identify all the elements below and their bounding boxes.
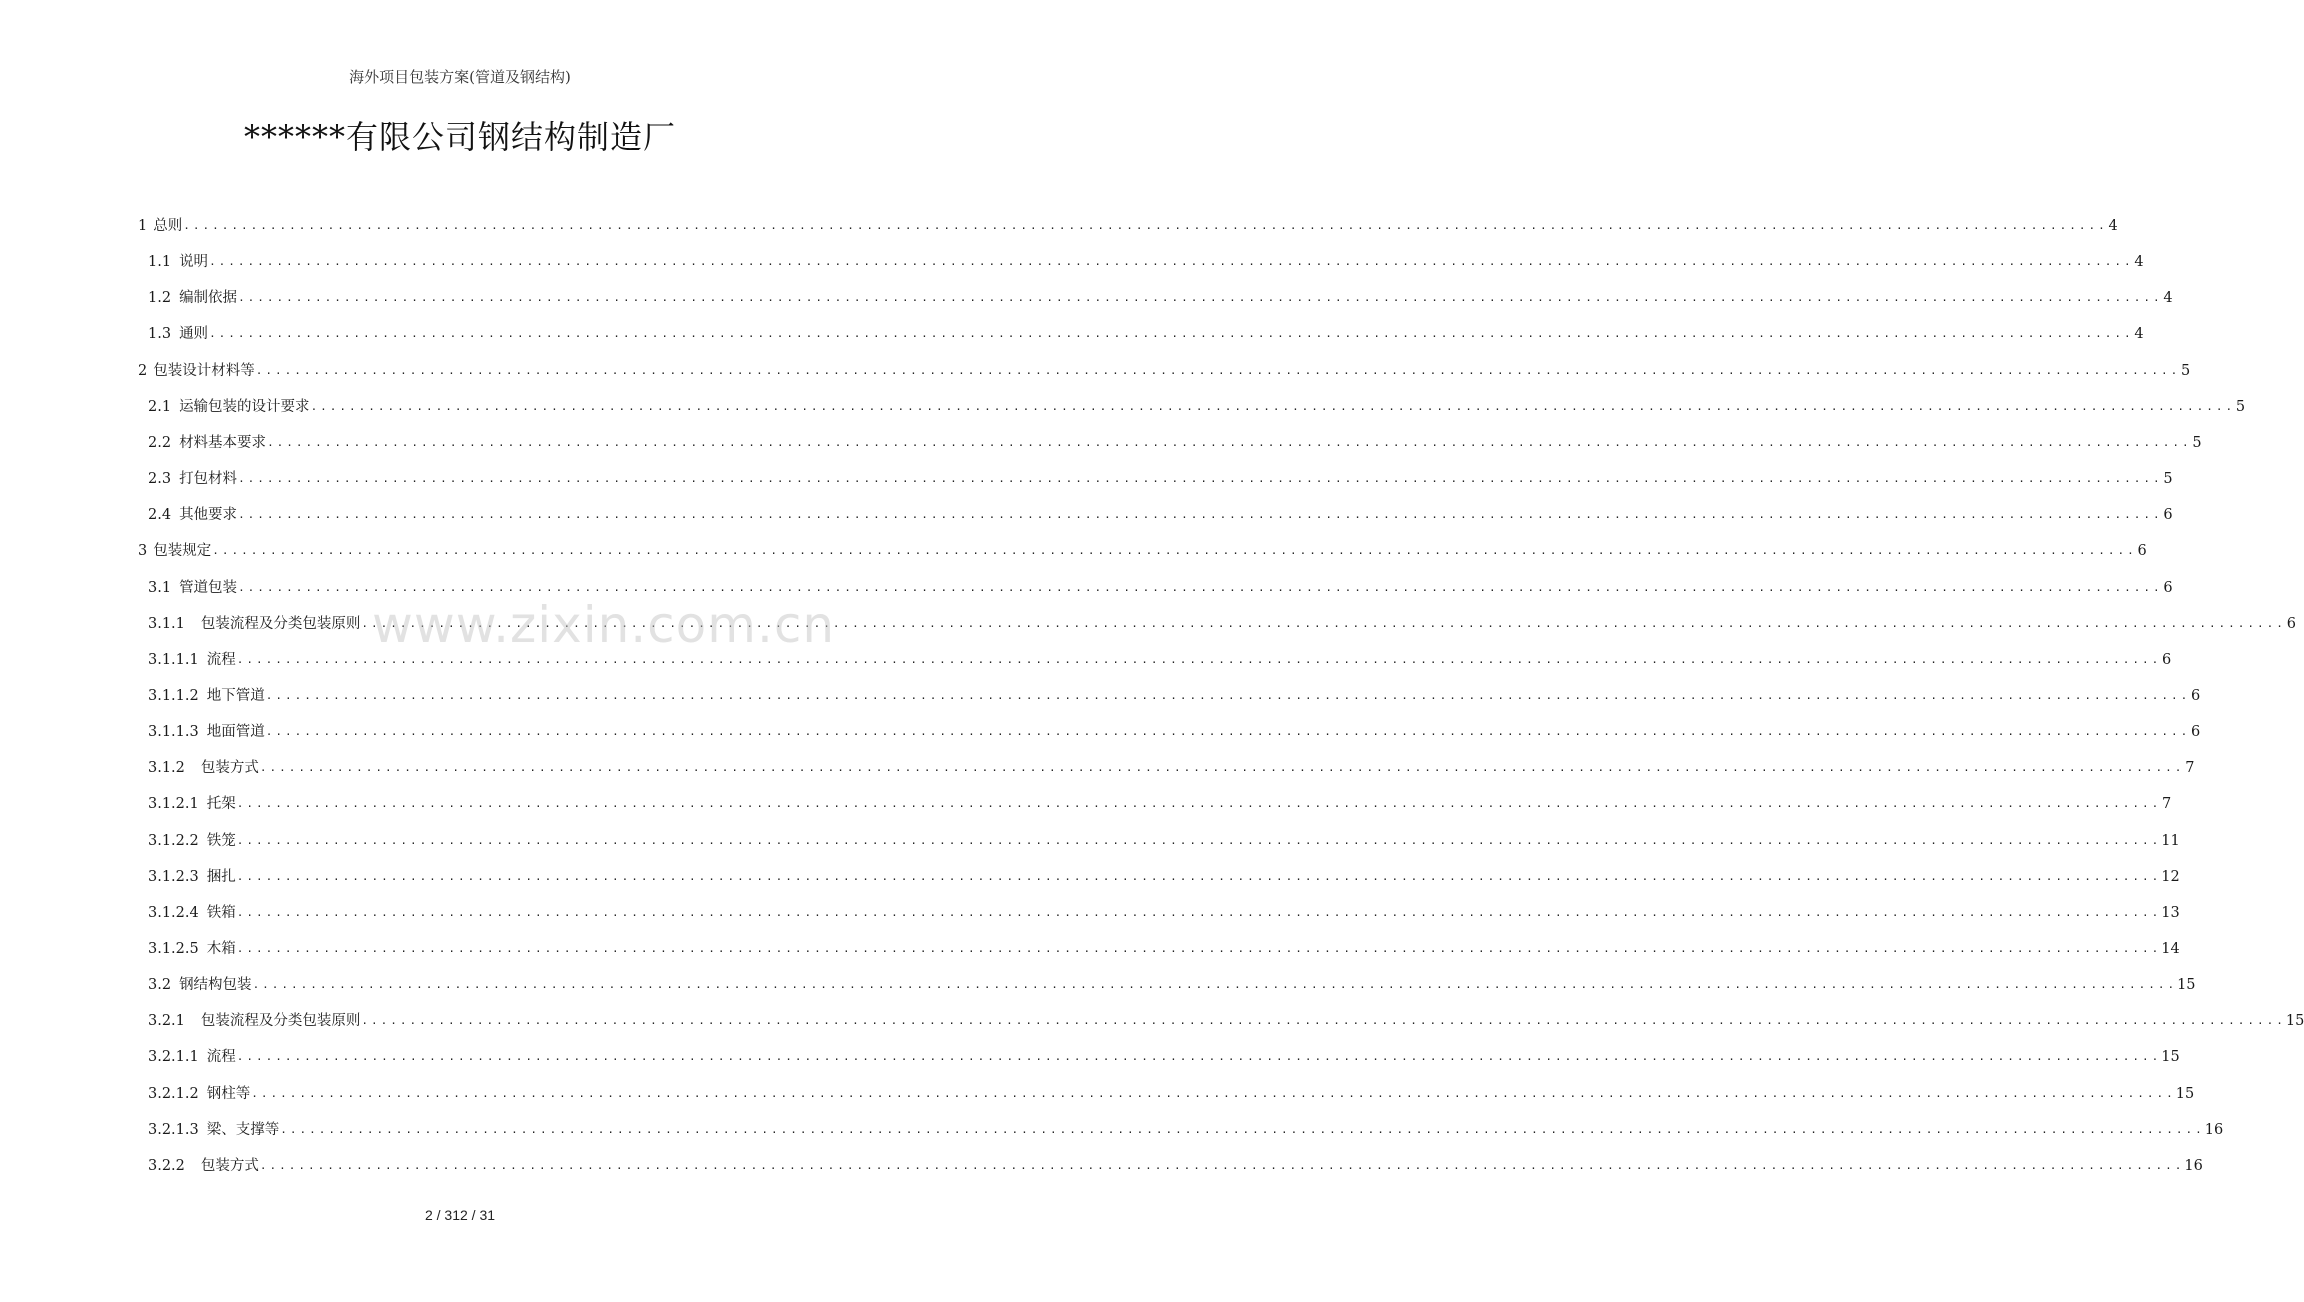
toc-entry[interactable] [148,1119,2224,1141]
toc-entry-title: 包装设计材料等 [153,363,255,379]
toc-entry-page: 15 [2177,977,2196,993]
toc-entry-title: 捆扎 [206,869,236,885]
toc-entry-page: 14 [2161,941,2180,957]
toc-entry-page: 16 [2204,1122,2224,1138]
toc-leader-dots: ........................................................................................................................................................................................................ [209,327,2134,340]
toc-entry-title: 包装方式 [200,1158,259,1174]
toc-entry-page: 6 [2191,724,2201,740]
toc-leader-dots: ........................................................................................................................................................................................................ [252,978,2178,991]
toc-entry-title: 包装规定 [153,543,212,559]
toc-entry[interactable] [148,757,2195,779]
toc-entry-page: 4 [2163,290,2173,306]
toc-entry-title: 流程 [206,1049,236,1065]
toc-entry-number: 3.2.1.1 [148,1049,199,1065]
toc-entry-number: 2.1 [148,399,172,415]
toc-entry-page: 6 [2163,507,2173,523]
toc-leader-dots: ........................................................................................................................................................................................................ [267,436,2192,449]
toc-entry[interactable] [148,1046,2180,1068]
toc-entry[interactable] [148,866,2180,888]
toc-entry[interactable] [148,685,2201,707]
toc-entry-number: 3.2.1 [148,1013,185,1029]
toc-entry-number: 3.1.1.2 [148,688,199,704]
toc-leader-dots: ........................................................................................................................................................................................................ [310,400,2236,413]
toc-entry-number: 2.2 [148,435,172,451]
toc-entry[interactable] [148,1010,2304,1032]
toc-entry-page: 5 [2192,435,2202,451]
toc-entry[interactable] [148,721,2201,743]
toc-entry[interactable] [148,902,2180,924]
toc-leader-dots: ........................................................................................................................................................................................................ [209,255,2134,268]
toc-entry-page: 16 [2184,1158,2203,1174]
toc-entry[interactable] [138,540,2147,562]
toc-leader-dots: ........................................................................................................................................................................................................ [236,870,2162,883]
toc-entry[interactable] [148,504,2173,526]
toc-entry-page: 4 [2134,254,2144,270]
toc-entry-title: 铁笼 [206,833,236,849]
toc-entry-page: 5 [2163,471,2173,487]
document-title: ******有限公司钢结构制造厂 [243,118,676,156]
toc-entry-title: 包装流程及分类包装原则 [200,616,361,632]
toc-entry-title: 钢结构包装 [179,977,252,993]
toc-leader-dots: ........................................................................................................................................................................................................ [361,617,2286,630]
toc-entry-page: 6 [2163,580,2173,596]
toc-leader-dots: ........................................................................................................................................................................................................ [255,364,2181,377]
toc-entry-page: 6 [2137,543,2147,559]
watermark: www.zixin.com.cn [372,596,836,654]
toc-entry[interactable] [148,468,2173,490]
toc-entry-title: 包装方式 [200,760,259,776]
toc-leader-dots: ........................................................................................................................................................................................................ [265,725,2191,738]
toc-entry-title: 打包材料 [179,471,238,487]
toc-entry-title: 管道包装 [179,580,238,596]
toc-entry-page: 7 [2162,796,2172,812]
toc-leader-dots: ........................................................................................................................................................................................................ [280,1123,2205,1136]
toc-entry-page: 4 [2134,326,2144,342]
toc-entry-title: 梁、支撑等 [206,1122,280,1138]
toc-leader-dots: ........................................................................................................................................................................................................ [236,942,2162,955]
toc-entry-page: 11 [2161,833,2180,849]
toc-leader-dots: ........................................................................................................................................................................................................ [236,1050,2162,1063]
toc-entry-title: 其他要求 [179,507,238,523]
toc-entry[interactable] [148,793,2172,815]
toc-entry-title: 说明 [179,254,209,270]
toc-entry[interactable] [148,251,2144,273]
toc-entry-page: 13 [2161,905,2180,921]
toc-leader-dots: ........................................................................................................................................................................................................ [212,544,2137,557]
toc-entry-page: 6 [2162,652,2172,668]
toc-entry-title: 地下管道 [206,688,265,704]
toc-entry-number: 3.1.2.3 [148,869,199,885]
toc-leader-dots: ........................................................................................................................................................................................................ [238,581,2163,594]
toc-entry-number: 3.1.2 [148,760,185,776]
toc-leader-dots: ........................................................................................................................................................................................................ [259,761,2185,774]
toc-leader-dots: ........................................................................................................................................................................................................ [265,689,2191,702]
toc-entry[interactable] [148,830,2180,852]
toc-entry-number: 1 [138,218,148,234]
toc-entry[interactable] [138,215,2118,237]
toc-leader-dots: ........................................................................................................................................................................................................ [236,834,2162,847]
toc-entry-number: 3 [138,543,148,559]
toc-entry-page: 12 [2161,869,2180,885]
toc-entry-number: 3.1 [148,580,172,596]
toc-entry-page: 15 [2285,1013,2304,1029]
toc-entry-title: 总则 [153,218,183,234]
toc-entry-title: 材料基本要求 [179,435,267,451]
toc-leader-dots: ........................................................................................................................................................................................................ [238,508,2163,521]
toc-entry[interactable] [148,1083,2195,1105]
toc-entry-title: 包装流程及分类包装原则 [200,1013,361,1029]
toc-entry-page: 6 [2286,616,2296,632]
toc-entry[interactable] [148,938,2180,960]
toc-entry[interactable] [138,360,2191,382]
toc-entry[interactable] [148,432,2202,454]
toc-entry-title: 通则 [179,326,209,342]
toc-entry-page: 6 [2191,688,2201,704]
toc-leader-dots: ........................................................................................................................................................................................................ [238,291,2163,304]
toc-entry-number: 3.1.2.2 [148,833,199,849]
toc-entry-number: 3.1.1.3 [148,724,199,740]
toc-entry-number: 3.1.1.1 [148,652,199,668]
page-header: 海外项目包装方案(管道及钢结构) [349,68,571,86]
toc-leader-dots: ........................................................................................................................................................................................................ [236,906,2162,919]
toc-entry-page: 7 [2185,760,2195,776]
toc-entry-number: 3.1.1 [148,616,185,632]
toc-entry-number: 1.3 [148,326,172,342]
toc-entry-title: 地面管道 [206,724,265,740]
toc-entry[interactable] [148,396,2246,418]
toc-leader-dots: ........................................................................................................................................................................................................ [238,472,2163,485]
toc-entry[interactable] [148,287,2173,309]
toc-entry-number: 3.2.1.3 [148,1122,199,1138]
toc-entry-number: 2.4 [148,507,172,523]
toc-entry-title: 托架 [206,796,236,812]
page-footer: 2 / 312 / 31 [424,1207,496,1223]
toc-leader-dots: ........................................................................................................................................................................................................ [251,1087,2176,1100]
toc-entry-number: 3.2 [148,977,172,993]
toc-entry[interactable] [148,1155,2203,1177]
toc-entry-page: 5 [2235,399,2246,415]
toc-entry-number: 3.2.2 [148,1158,185,1174]
toc-entry-number: 3.1.2.4 [148,905,199,921]
toc-entry-number: 2.3 [148,471,172,487]
toc-entry-title: 编制依据 [179,290,238,306]
toc-entry-title: 钢柱等 [206,1086,251,1102]
toc-entry-title: 流程 [206,652,236,668]
toc-entry[interactable] [148,323,2144,345]
toc-entry-number: 3.2.1.2 [148,1086,199,1102]
toc-entry-page: 4 [2108,218,2118,234]
toc-leader-dots: ........................................................................................................................................................................................................ [361,1014,2286,1027]
toc-entry-page: 5 [2181,363,2191,379]
toc-leader-dots: ........................................................................................................................................................................................................ [259,1159,2185,1172]
toc-entry-number: 1.1 [148,254,172,270]
toc-entry-page: 15 [2175,1086,2195,1102]
toc-entry-title: 运输包装的设计要求 [179,399,310,415]
toc-entry-number: 2 [138,363,148,379]
toc-entry[interactable] [148,974,2196,996]
toc-entry-number: 3.1.2.5 [148,941,199,957]
toc-leader-dots: ........................................................................................................................................................................................................ [236,797,2162,810]
toc-leader-dots: ........................................................................................................................................................................................................ [236,653,2162,666]
toc-entry-title: 铁箱 [206,905,236,921]
toc-entry-title: 木箱 [206,941,236,957]
toc-entry-number: 3.1.2.1 [148,796,199,812]
toc-entry-number: 1.2 [148,290,172,306]
toc-leader-dots: ........................................................................................................................................................................................................ [183,219,2108,232]
toc-entry-page: 15 [2161,1049,2180,1065]
